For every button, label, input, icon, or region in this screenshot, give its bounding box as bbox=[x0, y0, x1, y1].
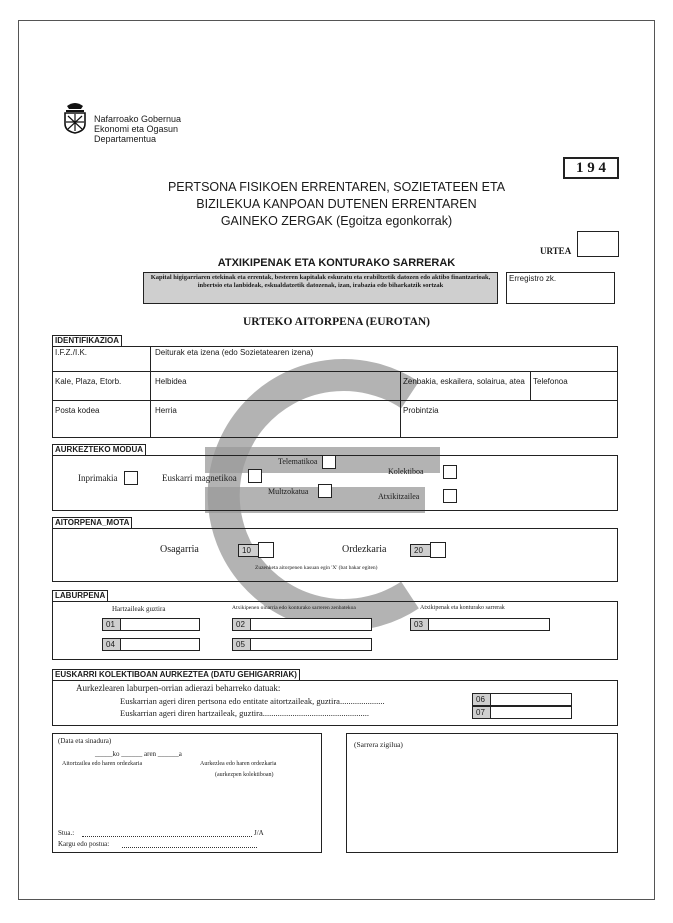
atxikipenak-header: Atxikipenak eta konturako sarrerak bbox=[420, 605, 505, 611]
osagarria-code: 10 bbox=[238, 544, 261, 557]
multzokatua-label: Multzokatua bbox=[268, 487, 309, 496]
ordezkaria-label: Ordezkaria bbox=[342, 544, 387, 555]
form-title-line-1: PERTSONA FISIKOEN ERRENTAREN, SOZIETATEEN ETA bbox=[167, 180, 506, 194]
code-03: 03 bbox=[410, 618, 429, 631]
telematika-checkbox[interactable] bbox=[322, 455, 336, 469]
section-tab-aitorpena-mota: AITORPENA_MOTA bbox=[52, 517, 132, 529]
urtea-input[interactable] bbox=[577, 231, 619, 257]
kolektiboa-checkbox[interactable] bbox=[443, 465, 457, 479]
section-tab-euskarri-kolektiboa: EUSKARRI KOLEKTIBOAN AURKEZTEA (DATU GEHIGARRIAK) bbox=[52, 669, 300, 681]
section-identifikazioa bbox=[52, 346, 618, 438]
date-signature-box bbox=[52, 733, 322, 853]
field-02[interactable] bbox=[250, 618, 372, 631]
euskarri-line-2: Euskarrian ageri diren hartzaileak, guztira.................................................. bbox=[120, 708, 370, 718]
probintzia-label: Probintzia bbox=[403, 406, 439, 415]
osagarria-label: Osagarria bbox=[160, 544, 199, 555]
field-06[interactable] bbox=[490, 693, 572, 706]
osagarria-checkbox[interactable] bbox=[258, 542, 274, 558]
deiturak-label: Deiturak eta izena (edo Sozietatearen izena) bbox=[155, 348, 314, 357]
field-04[interactable] bbox=[120, 638, 200, 651]
subtitle: ATXIKIPENAK ETA KONTURAKO SARRERAK bbox=[217, 257, 456, 269]
logo-line-2: Ekonomi eta Ogasun bbox=[94, 124, 179, 134]
multzokatua-checkbox[interactable] bbox=[318, 484, 332, 498]
euskarri-line-1: Euskarrian ageri diren pertsona edo entitate aitortzaileak, guztira..................... bbox=[120, 696, 385, 706]
helbidea-label: Helbidea bbox=[155, 377, 187, 386]
annual-declaration-title: URTEKO AITORPENA (EUROTAN) bbox=[242, 316, 431, 328]
atxikitzailea-label: Atxikitzailea bbox=[378, 492, 420, 501]
section-tab-identifikazioa: IDENTIFIKAZIOA bbox=[52, 335, 122, 347]
section-tab-laburpena: LABURPENA bbox=[52, 590, 108, 602]
date-line: _____ko ______ aren ______a bbox=[95, 750, 182, 758]
urtea-label: URTEA bbox=[540, 246, 572, 256]
telefonoa-label: Telefonoa bbox=[533, 377, 568, 386]
oinarria-header: Atxikipenen oinarria edo konturako sarreren zenbatekoa bbox=[232, 605, 356, 611]
kalea-label: Kale, Plaza, Etorb. bbox=[55, 377, 122, 386]
zenbakia-label: Zenbakia, eskailera, solairua, atea bbox=[403, 377, 525, 386]
navarre-coat-of-arms-icon bbox=[62, 100, 88, 134]
data-sinadura-title: (Data eta sinadura) bbox=[58, 737, 112, 745]
income-type-info-box: Kapital higigarriaren etekinak eta errentak, besteren kapitalak eskuratu eta erabiltzetik datozen edo aktibo finantzarioak, inbertsio eta lanbideak, eskualdatzetik datozenak, izan, irabazia edo biharkatzik sortzak bbox=[143, 272, 498, 304]
aurkezlea-label: Aurkezlea edo haren ordezkaria bbox=[200, 761, 277, 767]
code-07: 07 bbox=[472, 706, 491, 719]
model-number-box: 1 9 4 bbox=[563, 157, 619, 179]
kolektiboa-label: Kolektiboa bbox=[388, 467, 424, 476]
code-02: 02 bbox=[232, 618, 251, 631]
ifz-label: I.F.Z./I.K. bbox=[55, 348, 88, 357]
atxikitzailea-checkbox[interactable] bbox=[443, 489, 457, 503]
logo-line-3: Departamentua bbox=[94, 134, 157, 144]
stua-line[interactable] bbox=[82, 836, 252, 837]
euskarri-label: Euskarri magnetikoa bbox=[162, 473, 237, 483]
code-04: 04 bbox=[102, 638, 121, 651]
field-07[interactable] bbox=[490, 706, 572, 719]
aitortzailea-label: Aitortzailea edo haren ordezkaria bbox=[62, 761, 143, 767]
aurkezpen-label: (aurkezpen kolektiboan) bbox=[215, 772, 274, 778]
aitorpena-mota-note: Zuzenketa aitorpenen kasuan egin 'X' (bat bakar egiten) bbox=[255, 565, 378, 571]
ordezkaria-code: 20 bbox=[410, 544, 433, 557]
eregistro-label: Erregistro zk. bbox=[509, 274, 557, 283]
euskarri-intro: Aurkezlearen laburpen-orrian adierazi beharreko datuak: bbox=[76, 683, 281, 693]
euskarri-line-1-text: Euskarrian ageri diren pertsona edo entitate aitortzaileak, guztira bbox=[120, 696, 340, 706]
logo-line-1: Nafarroako Gobernua bbox=[94, 114, 182, 124]
section-aitorpena-mota bbox=[52, 528, 618, 582]
section-tab-aurkezteko-modua: AURKEZTEKO MODUA bbox=[52, 444, 146, 456]
ordezkaria-checkbox[interactable] bbox=[430, 542, 446, 558]
euskarri-line-2-text: Euskarrian ageri diren hartzaileak, guztira bbox=[120, 708, 263, 718]
kargu-label: Kargu edo postua: bbox=[58, 840, 110, 848]
entry-stamp-box bbox=[346, 733, 618, 853]
code-01: 01 bbox=[102, 618, 121, 631]
field-01[interactable] bbox=[120, 618, 200, 631]
inprimakia-label: Inprimakia bbox=[78, 473, 118, 483]
herria-label: Herria bbox=[155, 406, 177, 415]
sarrera-zigilua-label: (Sarrera zigilua) bbox=[354, 740, 403, 749]
code-06: 06 bbox=[472, 693, 491, 706]
posta-kodea-label: Posta kodea bbox=[55, 406, 100, 415]
euskarri-checkbox[interactable] bbox=[248, 469, 262, 483]
kargu-line[interactable] bbox=[122, 847, 257, 848]
form-title-line-3: GAINEKO ZERGAK (Egoitza egonkorrak) bbox=[220, 214, 453, 228]
telematika-label: Telematikoa bbox=[278, 457, 318, 466]
field-03[interactable] bbox=[428, 618, 550, 631]
code-05: 05 bbox=[232, 638, 251, 651]
hartzaileak-guztira-header: Hartzaileak guztira bbox=[112, 605, 166, 613]
form-title-line-2: BIZILEKUA KANPOAN DUTENEN ERRENTAREN bbox=[196, 197, 477, 211]
ja-label: J/A bbox=[254, 829, 264, 837]
field-05[interactable] bbox=[250, 638, 372, 651]
stua-label: Stua.: bbox=[58, 829, 75, 837]
inprimakia-checkbox[interactable] bbox=[124, 471, 138, 485]
